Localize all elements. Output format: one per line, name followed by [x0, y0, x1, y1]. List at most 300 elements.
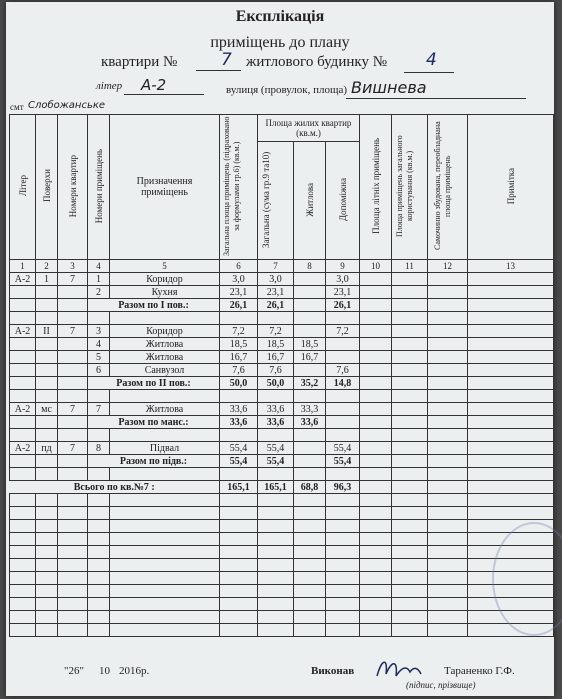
- empty-cell: [428, 286, 468, 299]
- empty-cell: [110, 572, 220, 585]
- living-area-cell: [294, 364, 326, 377]
- empty-cell: [468, 468, 554, 481]
- blank-row: [10, 390, 554, 403]
- empty-cell: [360, 559, 392, 572]
- empty-cell: [110, 507, 220, 520]
- empty-cell: [58, 546, 88, 559]
- liter-cell: А-2: [10, 403, 36, 416]
- flat-cell: 7: [58, 442, 88, 455]
- empty-cell: [258, 598, 294, 611]
- col-header-living: Житлова: [294, 142, 326, 260]
- liter-value: А-2: [141, 76, 167, 94]
- empty-cell: [220, 312, 258, 325]
- living-area-cell: [294, 299, 326, 312]
- empty-cell: [258, 585, 294, 598]
- empty-cell: [58, 598, 88, 611]
- empty-cell: [294, 598, 326, 611]
- empty-cell: [392, 468, 428, 481]
- room-purpose-cell: Санвузол: [110, 364, 220, 377]
- empty-cell: [58, 390, 88, 403]
- empty-cell: [468, 429, 554, 442]
- empty-cell: [428, 429, 468, 442]
- empty-cell: [428, 624, 468, 637]
- empty-cell: [326, 468, 360, 481]
- empty-cell: [110, 585, 220, 598]
- empty-cell: [110, 611, 220, 624]
- col-header-general: Загальна (сума гр.9 та10): [258, 142, 294, 260]
- room-number-cell: 8: [88, 442, 110, 455]
- living-area-cell: [294, 273, 326, 286]
- empty-cell: [258, 546, 294, 559]
- street-label: вулиця (провулок, площа): [226, 84, 348, 96]
- empty-cell: [258, 390, 294, 403]
- empty-cell: [360, 403, 392, 416]
- empty-cell: [360, 624, 392, 637]
- blank-row: [10, 533, 554, 546]
- column-number-row: [10, 260, 554, 273]
- empty-cell: [10, 494, 36, 507]
- column-number-cell: 4: [88, 260, 110, 273]
- empty-cell: [428, 338, 468, 351]
- empty-cell: [36, 390, 58, 403]
- grand-total-row: [10, 481, 554, 494]
- empty-cell: [468, 312, 554, 325]
- blank-row: [10, 494, 554, 507]
- empty-cell: [110, 429, 220, 442]
- room-purpose-cell: Житлова: [110, 403, 220, 416]
- total-area-cell: 23,1: [220, 286, 258, 299]
- flat-underline: [196, 70, 241, 71]
- col-header-purpose: Призначення приміщень: [110, 115, 220, 260]
- empty-cell: [36, 520, 58, 533]
- empty-cell: [392, 338, 428, 351]
- empty-cell: [36, 572, 58, 585]
- empty-cell: [392, 585, 428, 598]
- empty-cell: [428, 533, 468, 546]
- empty-cell: [88, 624, 110, 637]
- flat-number: 7: [221, 50, 232, 70]
- blank-row: [10, 598, 554, 611]
- empty-cell: [258, 312, 294, 325]
- room-row: [10, 364, 554, 377]
- flat-cell: 7: [58, 273, 88, 286]
- general-area-cell: 33,6: [258, 416, 294, 429]
- empty-cell: [360, 299, 392, 312]
- empty-cell: [360, 338, 392, 351]
- liter-cell: [10, 351, 36, 364]
- empty-cell: [88, 468, 110, 481]
- empty-cell: [360, 416, 392, 429]
- empty-cell: [392, 559, 428, 572]
- blank-row: [10, 624, 554, 637]
- empty-cell: [220, 494, 258, 507]
- empty-cell: [10, 429, 36, 442]
- liter-underline: [124, 94, 204, 95]
- empty-cell: [36, 455, 58, 468]
- floor-cell: [36, 286, 58, 299]
- empty-cell: [428, 377, 468, 390]
- room-row: [10, 403, 554, 416]
- empty-cell: [392, 481, 428, 494]
- empty-cell: [360, 312, 392, 325]
- settlement-value: Слобожанське: [28, 100, 106, 111]
- empty-cell: [58, 559, 88, 572]
- empty-cell: [258, 429, 294, 442]
- room-number-cell: 3: [88, 325, 110, 338]
- empty-cell: [258, 468, 294, 481]
- empty-cell: [36, 299, 58, 312]
- aux-area-cell: 55,4: [326, 442, 360, 455]
- empty-cell: [294, 624, 326, 637]
- aux-area-cell: 7,6: [326, 364, 360, 377]
- empty-cell: [294, 533, 326, 546]
- empty-cell: [220, 598, 258, 611]
- empty-cell: [220, 520, 258, 533]
- flat-cell: [58, 338, 88, 351]
- empty-cell: [294, 468, 326, 481]
- empty-cell: [428, 325, 468, 338]
- empty-cell: [326, 429, 360, 442]
- street-value: Вишнева: [351, 78, 427, 97]
- room-row: [10, 273, 554, 286]
- subtotal-row: [10, 416, 554, 429]
- blank-row: [10, 611, 554, 624]
- col-header-liter: Літер: [10, 115, 36, 260]
- empty-cell: [36, 468, 58, 481]
- empty-cell: [360, 455, 392, 468]
- col-header-floors: Поверхи: [36, 115, 58, 260]
- empty-cell: [326, 546, 360, 559]
- col-header-unauthorized: Самочинно збудована, переобладнана площа приміщень: [428, 115, 468, 260]
- empty-cell: [58, 455, 88, 468]
- liter-cell: [10, 364, 36, 377]
- empty-cell: [392, 286, 428, 299]
- empty-cell: [88, 312, 110, 325]
- blank-row: [10, 468, 554, 481]
- aux-area-cell: 7,2: [326, 325, 360, 338]
- empty-cell: [58, 312, 88, 325]
- col-header-room-numbers: Номери приміщень: [88, 115, 110, 260]
- empty-cell: [36, 429, 58, 442]
- liter-label: літер: [96, 80, 123, 92]
- empty-cell: [428, 468, 468, 481]
- empty-cell: [294, 559, 326, 572]
- empty-cell: [36, 533, 58, 546]
- aux-area-cell: 96,3: [326, 481, 360, 494]
- col-header-auxiliary: Допоміжна: [326, 142, 360, 260]
- empty-cell: [10, 598, 36, 611]
- empty-cell: [392, 455, 428, 468]
- living-area-cell: 33,6: [294, 416, 326, 429]
- empty-cell: [10, 624, 36, 637]
- empty-cell: [428, 559, 468, 572]
- empty-cell: [468, 494, 554, 507]
- empty-cell: [392, 546, 428, 559]
- empty-cell: [10, 390, 36, 403]
- general-area-cell: 55,4: [258, 455, 294, 468]
- empty-cell: [10, 416, 36, 429]
- column-number-cell: 12: [428, 260, 468, 273]
- empty-cell: [110, 559, 220, 572]
- empty-cell: [468, 286, 554, 299]
- general-area-cell: 7,2: [258, 325, 294, 338]
- empty-cell: [326, 611, 360, 624]
- empty-cell: [58, 585, 88, 598]
- empty-cell: [428, 494, 468, 507]
- empty-cell: [326, 624, 360, 637]
- room-row: [10, 325, 554, 338]
- general-area-cell: 165,1: [258, 481, 294, 494]
- flat-cell: [58, 351, 88, 364]
- floor-cell: [36, 364, 58, 377]
- empty-cell: [36, 377, 58, 390]
- empty-cell: [10, 611, 36, 624]
- empty-cell: [294, 585, 326, 598]
- empty-cell: [392, 403, 428, 416]
- empty-cell: [428, 351, 468, 364]
- room-purpose-cell: Підвал: [110, 442, 220, 455]
- empty-cell: [360, 611, 392, 624]
- empty-cell: [258, 611, 294, 624]
- empty-cell: [326, 585, 360, 598]
- room-row: [10, 442, 554, 455]
- empty-cell: [326, 598, 360, 611]
- subtotal-row: [10, 455, 554, 468]
- empty-cell: [468, 507, 554, 520]
- date-day: "26": [64, 665, 84, 677]
- general-area-cell: 23,1: [258, 286, 294, 299]
- empty-cell: [220, 585, 258, 598]
- document-subtitle: приміщень до плану: [210, 34, 350, 51]
- general-area-cell: 16,7: [258, 351, 294, 364]
- performer-label: Виконав: [311, 665, 355, 677]
- liter-cell: [10, 286, 36, 299]
- empty-cell: [392, 312, 428, 325]
- grand-total-label: Всього по кв.№7 :: [10, 481, 220, 494]
- empty-cell: [360, 546, 392, 559]
- living-area-cell: [294, 325, 326, 338]
- empty-cell: [58, 520, 88, 533]
- street-underline: [346, 98, 526, 99]
- empty-cell: [58, 494, 88, 507]
- empty-cell: [428, 273, 468, 286]
- house-label: житлового будинку №: [246, 54, 388, 70]
- empty-cell: [392, 442, 428, 455]
- empty-cell: [392, 351, 428, 364]
- subtotal-row: [10, 377, 554, 390]
- liter-cell: А-2: [10, 442, 36, 455]
- living-area-cell: 16,7: [294, 351, 326, 364]
- floor-cell: [36, 351, 58, 364]
- blank-row: [10, 585, 554, 598]
- column-number-cell: 1: [10, 260, 36, 273]
- empty-cell: [10, 559, 36, 572]
- empty-cell: [258, 520, 294, 533]
- liter-cell: А-2: [10, 273, 36, 286]
- room-number-cell: 4: [88, 338, 110, 351]
- empty-cell: [88, 494, 110, 507]
- empty-cell: [326, 559, 360, 572]
- subtotal-label: Разом по підв.:: [88, 455, 220, 468]
- column-number-cell: 5: [110, 260, 220, 273]
- col-header-living-group: Площа жилих квартир (кв.м.): [258, 115, 360, 142]
- empty-cell: [220, 611, 258, 624]
- room-purpose-cell: Кухня: [110, 286, 220, 299]
- flat-cell: 7: [58, 325, 88, 338]
- column-number-cell: 11: [392, 260, 428, 273]
- empty-cell: [110, 520, 220, 533]
- empty-cell: [468, 299, 554, 312]
- general-area-cell: 55,4: [258, 442, 294, 455]
- living-area-cell: 68,8: [294, 481, 326, 494]
- empty-cell: [360, 520, 392, 533]
- empty-cell: [392, 507, 428, 520]
- empty-cell: [428, 390, 468, 403]
- house-underline: [404, 72, 454, 73]
- aux-area-cell: 23,1: [326, 286, 360, 299]
- empty-cell: [36, 416, 58, 429]
- empty-cell: [392, 299, 428, 312]
- empty-cell: [326, 390, 360, 403]
- empty-cell: [10, 455, 36, 468]
- empty-cell: [294, 520, 326, 533]
- total-area-cell: 3,0: [220, 273, 258, 286]
- empty-cell: [294, 507, 326, 520]
- empty-cell: [468, 364, 554, 377]
- empty-cell: [326, 494, 360, 507]
- column-number-cell: 10: [360, 260, 392, 273]
- column-number-cell: 2: [36, 260, 58, 273]
- empty-cell: [294, 390, 326, 403]
- empty-cell: [392, 364, 428, 377]
- empty-cell: [36, 507, 58, 520]
- empty-cell: [58, 299, 88, 312]
- empty-cell: [220, 533, 258, 546]
- aux-area-cell: [326, 416, 360, 429]
- empty-cell: [392, 416, 428, 429]
- aux-area-cell: [326, 351, 360, 364]
- empty-cell: [294, 494, 326, 507]
- empty-cell: [428, 572, 468, 585]
- aux-area-cell: 14,8: [326, 377, 360, 390]
- empty-cell: [392, 624, 428, 637]
- empty-cell: [294, 312, 326, 325]
- empty-cell: [468, 377, 554, 390]
- blank-row: [10, 429, 554, 442]
- empty-cell: [220, 507, 258, 520]
- empty-cell: [326, 507, 360, 520]
- empty-cell: [428, 481, 468, 494]
- aux-area-cell: 55,4: [326, 455, 360, 468]
- empty-cell: [220, 429, 258, 442]
- general-area-cell: 26,1: [258, 299, 294, 312]
- empty-cell: [10, 546, 36, 559]
- empty-cell: [10, 585, 36, 598]
- general-area-cell: 7,6: [258, 364, 294, 377]
- empty-cell: [326, 520, 360, 533]
- empty-cell: [36, 546, 58, 559]
- empty-cell: [468, 325, 554, 338]
- empty-cell: [326, 572, 360, 585]
- col-header-note: Примітка: [468, 115, 554, 260]
- empty-cell: [110, 624, 220, 637]
- living-area-cell: 33,3: [294, 403, 326, 416]
- total-area-cell: 55,4: [220, 455, 258, 468]
- column-number-cell: 3: [58, 260, 88, 273]
- total-area-cell: 16,7: [220, 351, 258, 364]
- living-area-cell: 35,2: [294, 377, 326, 390]
- empty-cell: [258, 624, 294, 637]
- empty-cell: [360, 273, 392, 286]
- performer-name: Тараненко Г.Ф.: [444, 665, 515, 677]
- empty-cell: [428, 312, 468, 325]
- subtotal-label: Разом по манс.:: [88, 416, 220, 429]
- total-area-cell: 7,2: [220, 325, 258, 338]
- empty-cell: [58, 507, 88, 520]
- living-area-cell: [294, 455, 326, 468]
- empty-cell: [468, 442, 554, 455]
- empty-cell: [392, 520, 428, 533]
- empty-cell: [468, 390, 554, 403]
- flat-cell: 7: [58, 403, 88, 416]
- total-area-cell: 165,1: [220, 481, 258, 494]
- subtotal-row: [10, 299, 554, 312]
- empty-cell: [294, 572, 326, 585]
- empty-cell: [392, 377, 428, 390]
- aux-area-cell: [326, 403, 360, 416]
- empty-cell: [392, 494, 428, 507]
- empty-cell: [360, 481, 392, 494]
- empty-cell: [428, 455, 468, 468]
- empty-cell: [360, 507, 392, 520]
- empty-cell: [88, 533, 110, 546]
- empty-cell: [58, 611, 88, 624]
- empty-cell: [294, 611, 326, 624]
- total-area-cell: 33,6: [220, 416, 258, 429]
- liter-cell: А-2: [10, 325, 36, 338]
- empty-cell: [10, 507, 36, 520]
- floor-cell: 1: [36, 273, 58, 286]
- house-number: 4: [426, 50, 437, 70]
- subtotal-label: Разом по ІІ пов.:: [88, 377, 220, 390]
- empty-cell: [110, 312, 220, 325]
- empty-cell: [110, 390, 220, 403]
- empty-cell: [294, 429, 326, 442]
- room-purpose-cell: Коридор: [110, 273, 220, 286]
- column-number-cell: 9: [326, 260, 360, 273]
- empty-cell: [360, 390, 392, 403]
- empty-cell: [360, 429, 392, 442]
- empty-cell: [220, 559, 258, 572]
- general-area-cell: 33,6: [258, 403, 294, 416]
- empty-cell: [428, 299, 468, 312]
- column-number-cell: 7: [258, 260, 294, 273]
- total-area-cell: 7,6: [220, 364, 258, 377]
- empty-cell: [88, 390, 110, 403]
- col-header-summer: Площа літніх приміщень: [360, 115, 392, 260]
- general-area-cell: 3,0: [258, 273, 294, 286]
- floor-cell: пд: [36, 442, 58, 455]
- empty-cell: [220, 572, 258, 585]
- empty-cell: [36, 598, 58, 611]
- empty-cell: [428, 403, 468, 416]
- column-number-cell: 8: [294, 260, 326, 273]
- empty-cell: [326, 533, 360, 546]
- empty-cell: [360, 442, 392, 455]
- empty-cell: [360, 494, 392, 507]
- empty-cell: [58, 377, 88, 390]
- column-number-cell: 13: [468, 260, 554, 273]
